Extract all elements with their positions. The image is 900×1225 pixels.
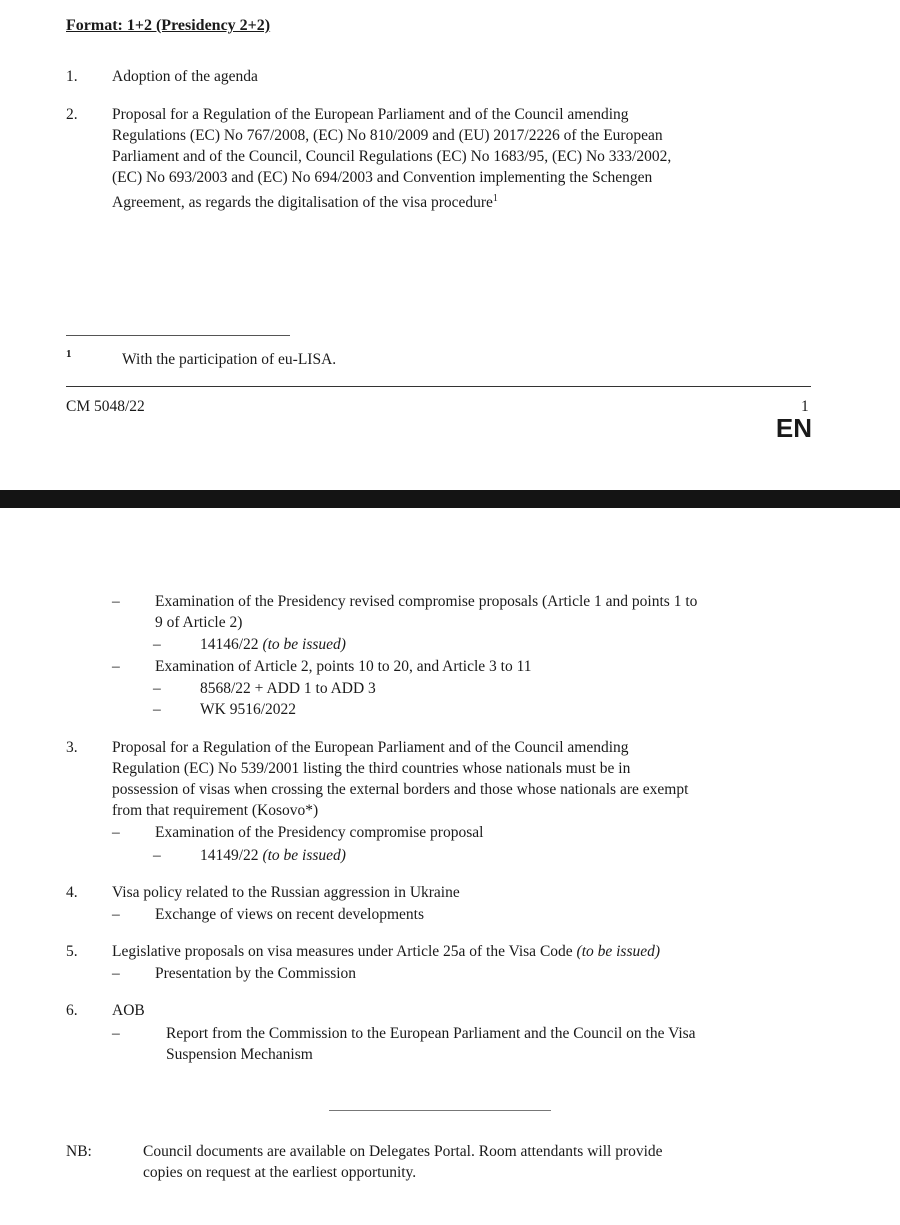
doc-ref: 8568/22 + ADD 1 to ADD 3 [200, 680, 376, 697]
agenda-item-text: Visa policy related to the Russian aggression in Ukraine [112, 884, 460, 901]
text-line: Parliament and of the Council, Council Regulations (EC) No 1683/95, (EC) No 333/2002, [112, 148, 672, 165]
text-line: Report from the Commission to the European Parliament and the Council on the Visa [166, 1025, 696, 1042]
nb-text [143, 1141, 803, 1183]
text-line: 9 of Article 2) [155, 614, 243, 631]
text-line: possession of visas when crossing the external borders and those whose nationals are exempt [112, 781, 689, 798]
dash: – [112, 824, 120, 841]
doc-ref: 14149/22 (to be issued) [200, 847, 346, 864]
item-number: 3. [66, 739, 78, 756]
doc-ref: 14146/22 (to be issued) [200, 636, 346, 653]
footnote-mark: 1 [66, 348, 72, 360]
item-number: 5. [66, 943, 78, 960]
item-number: 4. [66, 884, 78, 901]
text-line: Council documents are available on Delegates Portal. Room attendants will provide [143, 1143, 663, 1160]
sub-item-text [166, 1023, 806, 1065]
item-number: 6. [66, 1002, 78, 1019]
text-line: Regulation (EC) No 539/2001 listing the third countries whose nationals must be in [112, 760, 631, 777]
sub-item-text: Examination of Article 2, points 10 to 20, and Article 3 to 11 [155, 658, 532, 675]
sub-item-text: Exchange of views on recent developments [155, 906, 425, 923]
page-number: 1 [801, 398, 809, 415]
dash: – [112, 906, 120, 923]
text-line: Proposal for a Regulation of the European Parliament and of the Council amending [112, 106, 629, 123]
agenda-item-text: AOB [112, 1002, 145, 1019]
text-line: copies on request at the earliest opportunity. [143, 1164, 417, 1181]
footnote-ref: 1 [492, 193, 498, 204]
text-line: from that requirement (Kosovo*) [112, 802, 319, 819]
nb-label: NB: [66, 1143, 92, 1160]
sub-item-text: Presentation by the Commission [155, 965, 357, 982]
dash: – [153, 680, 161, 697]
agenda-item-text: Adoption of the agenda [112, 68, 258, 85]
agenda-item-text [112, 104, 802, 213]
dash: – [153, 636, 161, 653]
doc-ref: WK 9516/2022 [200, 701, 297, 718]
text-line: (EC) No 693/2003 and (EC) No 694/2003 and Convention implementing the Schengen [112, 169, 653, 186]
footnote-text: With the participation of eu-LISA. [122, 351, 337, 368]
language-code: EN [775, 413, 812, 443]
text-line: Examination of the Presidency revised compromise proposals (Article 1 and points 1 to [155, 593, 698, 610]
text-line: Regulations (EC) No 767/2008, (EC) No 810/2009 and (EU) 2017/2226 of the European [112, 127, 663, 144]
dash: – [112, 965, 120, 982]
page-break [0, 490, 900, 508]
text-line: Suspension Mechanism [166, 1046, 313, 1063]
separator [329, 1110, 551, 1111]
sub-item-text: Examination of the Presidency compromise proposal [155, 824, 484, 841]
dash: – [112, 1025, 120, 1042]
text-line: Proposal for a Regulation of the European Parliament and of the Council amending [112, 739, 629, 756]
format-line: Format: 1+2 (Presidency 2+2) [66, 17, 271, 34]
dash: – [153, 847, 161, 864]
agenda-item-text [112, 737, 802, 821]
sub-item-text [155, 591, 805, 633]
item-number: 2. [66, 106, 78, 123]
footer-rule [66, 386, 811, 387]
dash: – [112, 593, 120, 610]
doc-reference: CM 5048/22 [66, 398, 145, 415]
agenda-item-text: Legislative proposals on visa measures under Article 25a of the Visa Code (to be issued) [112, 943, 661, 960]
dash: – [112, 658, 120, 675]
text-line: Agreement, as regards the digitalisation of the visa procedure$^1$ [112, 193, 498, 212]
dash: – [153, 701, 161, 718]
footnote-separator [66, 335, 290, 336]
item-number: 1. [66, 68, 78, 85]
